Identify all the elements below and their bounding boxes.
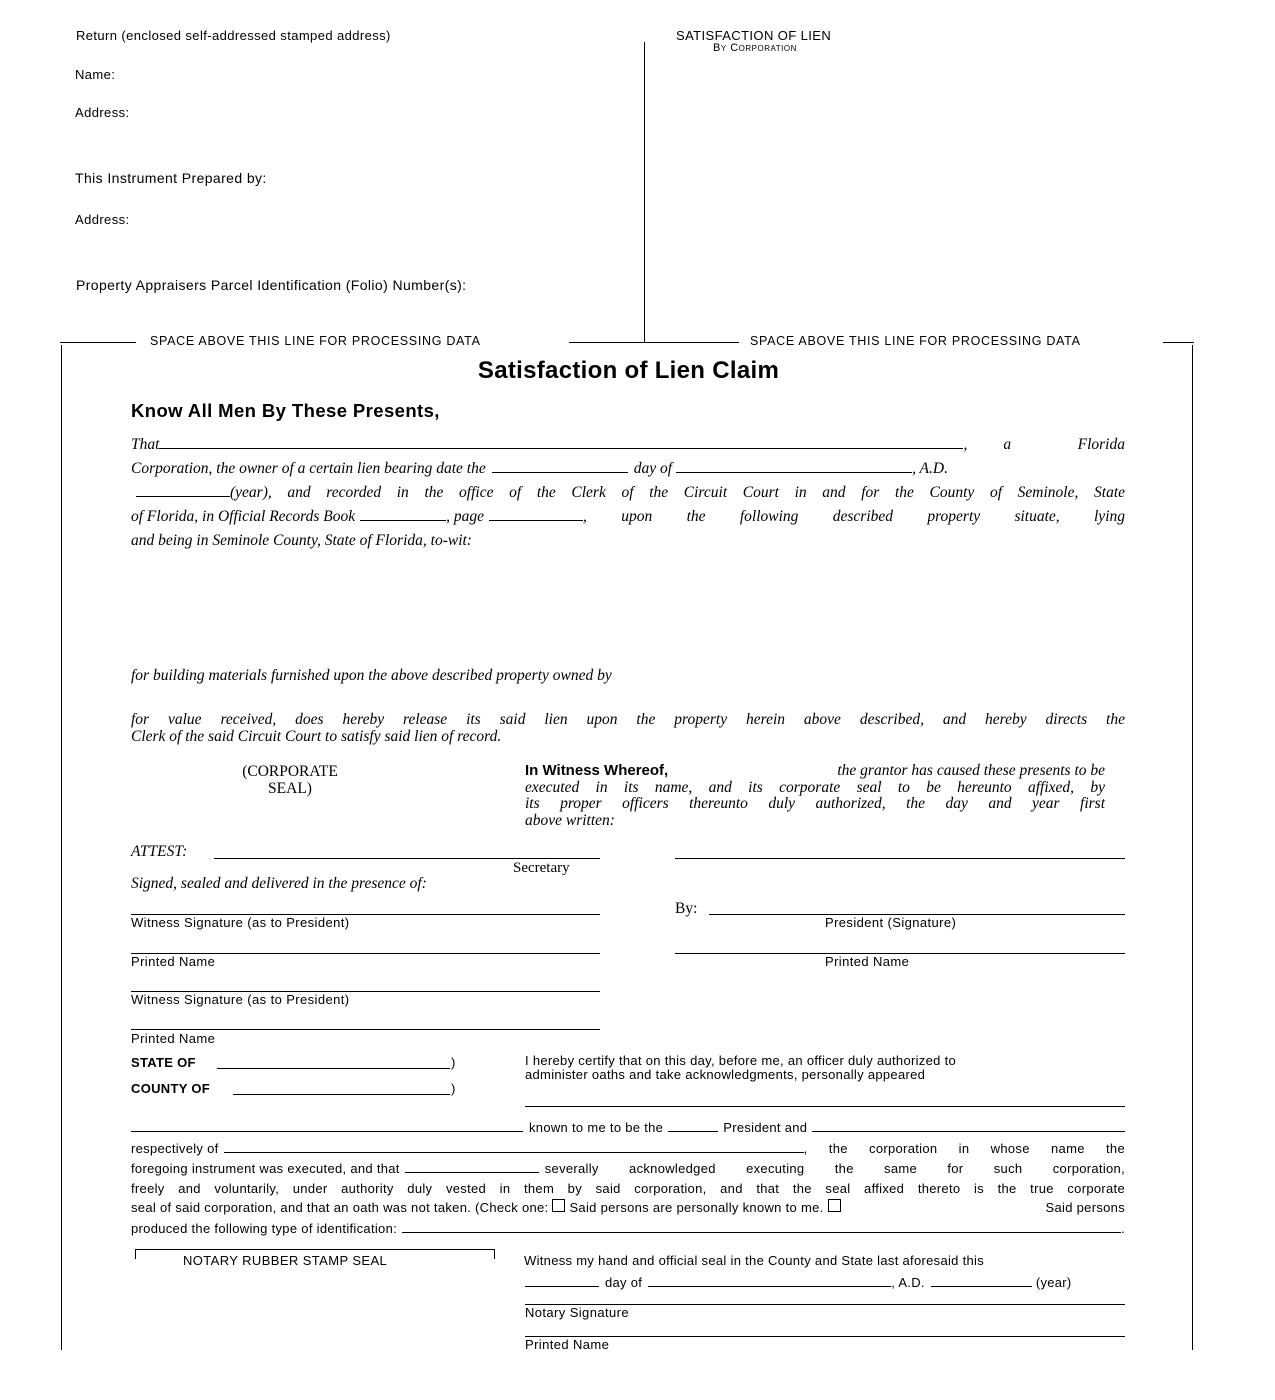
- parcel-id-label: Property Appraisers Parcel Identification (Folio) Number(s):: [76, 277, 467, 293]
- foregoing-text: foregoing instrument was executed, and that: [131, 1161, 400, 1176]
- that-label: That: [131, 436, 160, 453]
- witness2-label: Witness Signature (as to President): [131, 992, 350, 1007]
- a-word: a: [1003, 436, 1012, 453]
- doc-type-title: SATISFACTION OF LIEN: [676, 28, 832, 43]
- processing-rule: [569, 342, 739, 343]
- recorded-text: (year), and recorded in the office of the Clerk of the Circuit Court in and for the County of Seminole, State: [230, 484, 1125, 501]
- corporation-whose-text: , the corporation in whose name the: [803, 1140, 1125, 1156]
- page-blank[interactable]: [489, 507, 583, 521]
- frame-right: [1192, 345, 1193, 1350]
- notary-printed-line[interactable]: [525, 1336, 1125, 1337]
- secretary-label: Secretary: [513, 860, 570, 876]
- notary-stamp-label: NOTARY RUBBER STAMP SEAL: [183, 1253, 388, 1268]
- materials-text: for building materials furnished upon the above described property owned by: [131, 667, 612, 684]
- florida-word: Florida: [1077, 436, 1125, 453]
- lien-year-blank[interactable]: [136, 483, 230, 497]
- appeared-name-line[interactable]: [525, 1106, 1125, 1107]
- lien-paragraph: That , a Florida Corporation, the owner of a certain lien bearing date the day of , A.D. (year), and recorded in the office of the Clerk of the Circuit Court in and for the County of Seminole, State of Florida, in Official Records Book , page , upon the following described property situate, lying and being in Seminole County, State of Florida, to-wit:: [131, 433, 1125, 553]
- address-label: Address:: [75, 105, 130, 120]
- space-above-right: SPACE ABOVE THIS LINE FOR PROCESSING DATA: [750, 334, 1081, 348]
- witness1-label: Witness Signature (as to President): [131, 915, 350, 930]
- address2-label: Address:: [75, 212, 130, 227]
- release-line-2: Clerk of the said Circuit Court to satisfy said lien of record.: [131, 728, 502, 745]
- attest-label: ATTEST:: [131, 843, 188, 860]
- space-above-left: SPACE ABOVE THIS LINE FOR PROCESSING DATA: [150, 334, 481, 348]
- corporation-blank[interactable]: [224, 1138, 804, 1153]
- identification-checkbox[interactable]: [828, 1199, 841, 1212]
- by-label: By:: [675, 900, 698, 917]
- lien-date-blank[interactable]: [492, 459, 628, 473]
- county-paren: ): [451, 1081, 456, 1096]
- release-line-1: for value received, does hereby release its said lien upon the property herein above described, and hereby directs the: [131, 711, 1125, 728]
- check-one-text: seal of said corporation, and that an oath was not taken. (Check one:: [131, 1200, 549, 1215]
- seal-line-2: SEAL): [268, 780, 312, 797]
- county-of-blank[interactable]: [233, 1094, 450, 1095]
- acknowledgment-paragraph: known to me to be the President and respectively of , the corporation in whose name the foregoing instrument was executed, and that severally acknowledged executing the same for such corporation, freely and voluntarily, under authority duly vested in them by said corporation, and that the seal affixed thereto is the true corporate seal of said corporation, and that an oath was not taken. (Check one: Said persons are personally known to me. Said persons produced the following type of identification: .: [131, 1117, 1125, 1238]
- notary-month-blank[interactable]: [648, 1272, 891, 1287]
- certify-line-2: administer oaths and take acknowledgments, personally appeared: [525, 1067, 926, 1082]
- page-text: , page: [446, 508, 485, 525]
- notary-year-text: (year): [1035, 1275, 1072, 1290]
- notary-date-row: [525, 1272, 1072, 1290]
- witness-whereof-line-1: the grantor has caused these presents to be: [837, 762, 1105, 779]
- witness-whereof-line-3: its proper officers thereunto duly authorized, the day and year first: [525, 795, 1105, 812]
- lienor-name-blank[interactable]: [159, 435, 963, 449]
- printed2-line[interactable]: [131, 1029, 600, 1030]
- known-to-me-text: known to me to be the: [529, 1120, 664, 1135]
- notary-day-blank[interactable]: [525, 1272, 599, 1287]
- to-wit-text: and being in Seminole County, State of Florida, to-wit:: [131, 532, 472, 549]
- day-of-text: day of: [633, 460, 673, 477]
- state-paren: ): [451, 1055, 456, 1070]
- stamp-box-left: [135, 1249, 136, 1259]
- produced-id-text: produced the following type of identification:: [131, 1220, 398, 1236]
- witness-whereof-heading: In Witness Whereof,: [525, 762, 669, 779]
- prepared-by-label: This Instrument Prepared by:: [75, 170, 267, 186]
- secretary-name-blank[interactable]: [812, 1117, 1125, 1132]
- return-label: Return (enclosed self-addressed stamped address): [76, 28, 391, 43]
- corporate-seal: [210, 763, 370, 797]
- said-persons-text: Said persons: [1045, 1200, 1125, 1215]
- officer-blank[interactable]: [668, 1117, 718, 1132]
- stamp-box-top: [135, 1249, 495, 1250]
- lien-date-text: Corporation, the owner of a certain lien bearing date the: [131, 460, 486, 477]
- document-title: Satisfaction of Lien Claim: [477, 357, 780, 384]
- president-name-blank[interactable]: [131, 1117, 523, 1132]
- president-and-text: President and: [723, 1120, 808, 1135]
- described-property-text: , upon the following described property situate, lying: [583, 508, 1125, 525]
- frame-left: [61, 345, 62, 1350]
- state-of-blank[interactable]: [217, 1068, 450, 1069]
- acknowledged-text: severally acknowledged executing the same for such corporation,: [544, 1161, 1125, 1176]
- header-divider: [644, 42, 645, 342]
- certify-line-1: I hereby certify that on this day, before me, an officer duly authorized to: [525, 1053, 957, 1068]
- notary-ad-text: , A.D.: [891, 1275, 925, 1290]
- freely-text: freely and voluntarily, under authority duly vested in them by said corporation, and that the seal affixed thereto is the true corporate: [131, 1180, 1125, 1196]
- notary-year-blank[interactable]: [931, 1272, 1032, 1287]
- attest-signature-line[interactable]: [214, 858, 600, 859]
- intro-heading: Know All Men By These Presents,: [131, 400, 440, 421]
- notary-signature-label: Notary Signature: [525, 1305, 629, 1320]
- personally-known-checkbox[interactable]: [552, 1199, 565, 1212]
- personally-known-text: Said persons are personally known to me.: [569, 1200, 824, 1215]
- corporation-name-line[interactable]: [675, 858, 1125, 859]
- stamp-box-right: [494, 1249, 495, 1259]
- processing-rule: [1163, 342, 1194, 343]
- id-type-blank[interactable]: [402, 1218, 1121, 1233]
- state-of-label: STATE OF: [131, 1055, 196, 1070]
- notary-printed-label: Printed Name: [525, 1337, 610, 1352]
- seal-line-1: (CORPORATE: [242, 763, 338, 780]
- president-printed-label: Printed Name: [825, 954, 910, 969]
- processing-rule: [60, 342, 136, 343]
- witness-whereof: [525, 763, 1105, 829]
- records-book-blank[interactable]: [360, 507, 446, 521]
- records-book-text: of Florida, in Official Records Book: [131, 508, 356, 525]
- name-label: Name:: [75, 67, 116, 82]
- lien-month-blank[interactable]: [676, 459, 912, 473]
- certify-text: [525, 1054, 956, 1082]
- witness-whereof-line-2: executed in its name, and its corporate seal to be hereunto affixed, by: [525, 778, 1105, 796]
- printed1-label: Printed Name: [131, 954, 216, 969]
- county-of-label: COUNTY OF: [131, 1081, 211, 1096]
- doc-type-subtitle: By Corporation: [713, 42, 797, 54]
- signed-sealed-text: Signed, sealed and delivered in the presence of:: [131, 875, 427, 892]
- president-signature-label: President (Signature): [825, 915, 957, 930]
- printed2-label: Printed Name: [131, 1031, 216, 1046]
- persons-blank[interactable]: [405, 1158, 539, 1173]
- release-paragraph: [131, 711, 1125, 745]
- notary-day-of-text: day of: [605, 1275, 643, 1290]
- respectively-of-text: respectively of: [131, 1140, 219, 1156]
- witness-whereof-line-4: above written:: [525, 811, 615, 829]
- ad-text: , A.D.: [912, 460, 948, 477]
- witness-hand-text: Witness my hand and official seal in the County and State last aforesaid this: [524, 1253, 985, 1268]
